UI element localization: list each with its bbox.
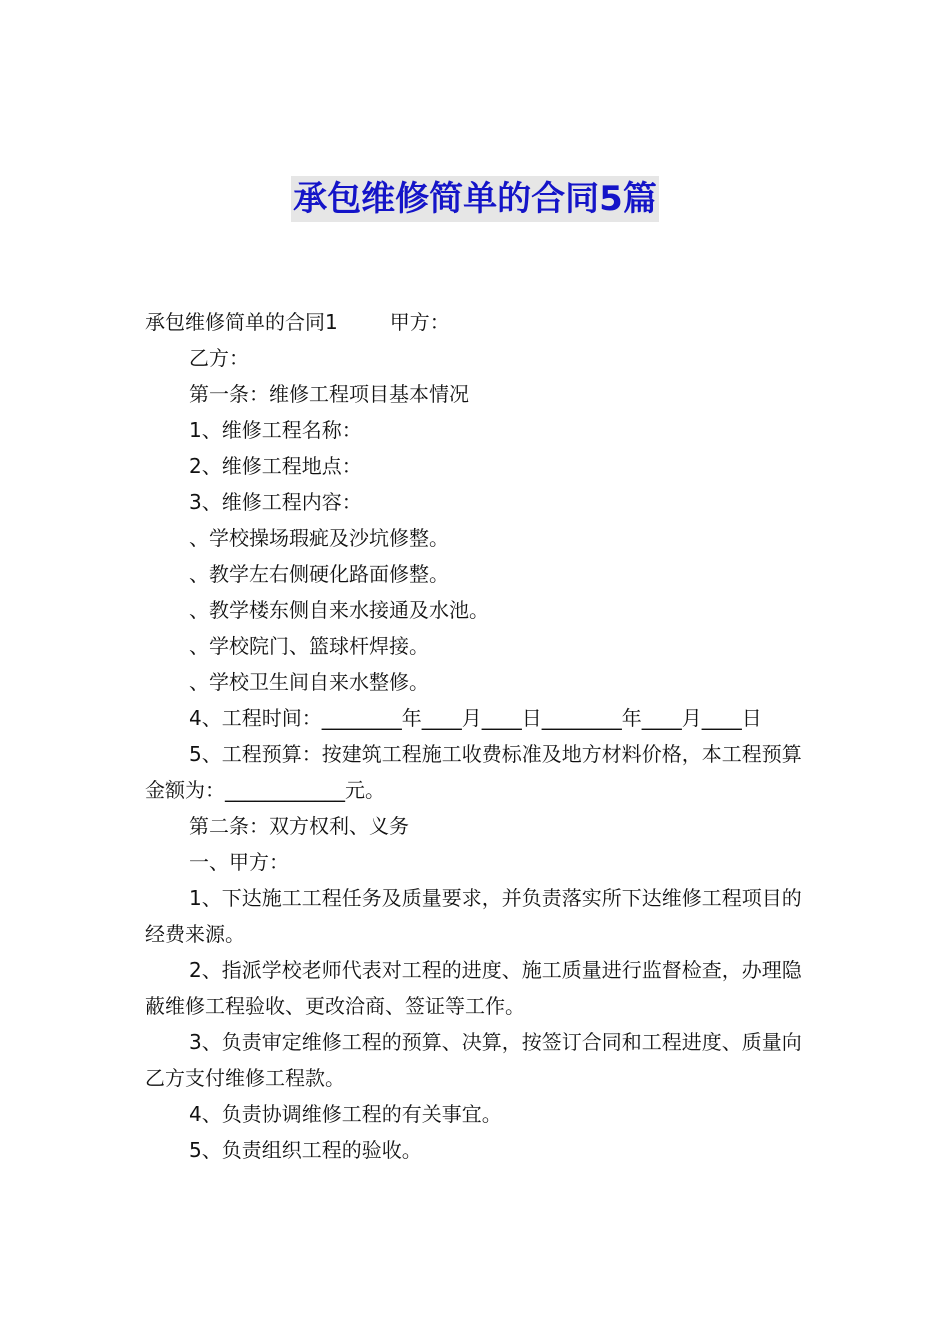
spacer <box>338 304 390 340</box>
paragraph-item: 、学校院门、篮球杆焊接。 <box>189 634 429 658</box>
paragraph-duty-2: 2、指派学校老师代表对工程的进度、施工质量进行监督检查，办理隐蔽维修工程验收、更改洽商、签证等工作。 <box>145 958 802 1018</box>
paragraph-project-content: 3、维修工程内容： <box>189 490 362 514</box>
paragraph-duty-1: 1、下达施工工程任务及质量要求，并负责落实所下达维修工程项目的经费来源。 <box>145 886 802 946</box>
paragraph-duty-5: 5、负责组织工程的验收。 <box>189 1138 422 1162</box>
paragraph-item: 、教学左右侧硬化路面修整。 <box>189 562 449 586</box>
paragraph-article-1: 第一条：维修工程项目基本情况 <box>189 382 469 406</box>
paragraph-item: 、学校操场瑕疵及沙坑修整。 <box>189 526 449 550</box>
paragraph-duty-3: 3、负责审定维修工程的预算、决算，按签订合同和工程进度、质量向乙方支付维修工程款。 <box>145 1030 802 1090</box>
paragraph-party-a-heading: 一、甲方： <box>189 850 289 874</box>
paragraph-item: 、学校卫生间自来水整修。 <box>189 670 429 694</box>
party-a-label: 甲方： <box>389 310 450 334</box>
paragraph-project-name: 1、维修工程名称： <box>189 418 362 442</box>
section-header-line <box>145 304 810 340</box>
paragraph-project-budget: 5、工程预算：按建筑工程施工收费标准及地方材料价格，本工程预算金额为：____________元。 <box>145 742 802 802</box>
title-wrapper <box>0 176 950 222</box>
paragraph-article-2: 第二条：双方权利、义务 <box>189 814 409 838</box>
paragraph-duty-4: 4、负责协调维修工程的有关事宜。 <box>189 1102 502 1126</box>
paragraph-project-location: 2、维修工程地点： <box>189 454 362 478</box>
document-body <box>145 304 810 1168</box>
document-title: 承包维修简单的合同5篇 <box>291 176 659 222</box>
paragraph-project-time: 4、工程时间：________年____月____日________年____月____日 <box>189 706 762 730</box>
paragraph-party-b: 乙方： <box>189 346 249 370</box>
paragraph-item: 、教学楼东侧自来水接通及水池。 <box>189 598 489 622</box>
section-title: 承包维修简单的合同1 <box>145 310 338 334</box>
